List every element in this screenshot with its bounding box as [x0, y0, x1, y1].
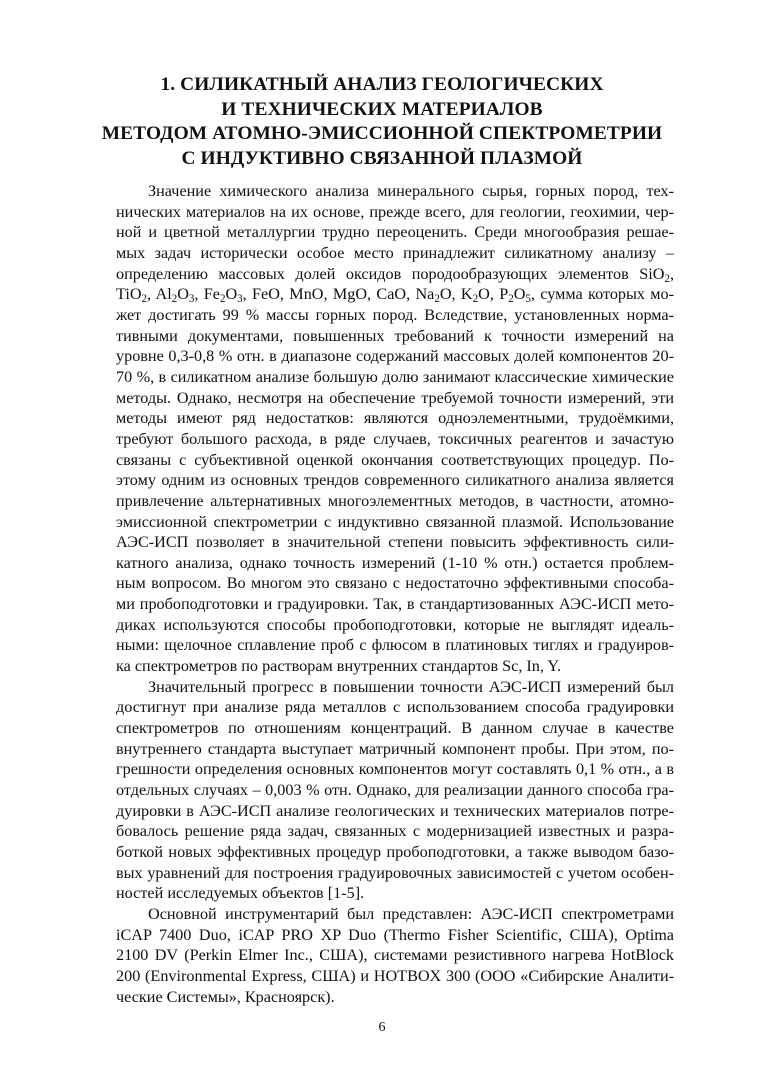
text-line: АЭС-ИСП позволяет в значительной степени повысить эффективность сили-	[116, 533, 674, 552]
text-line: бовалось решение ряда задач, связанных с модернизацией известных и разра-	[116, 822, 674, 841]
text-segment: ,	[451, 285, 461, 304]
text-line: спектрометров по отношениям концентраций. В данном случае в качестве	[116, 719, 674, 738]
text-line: эмиссионной спектрометрии с индуктивно связанной плазмой. Использование	[116, 512, 674, 531]
text-line: катного анализа, однако точность измерений (1-10 % отн.) остается проблем-	[116, 553, 674, 572]
formula: MgO	[332, 285, 368, 304]
formula: O	[478, 285, 490, 304]
text-segment: ,	[242, 285, 253, 304]
formula: MnO	[289, 285, 324, 304]
title-line: С ИНДУКТИВНО СВЯЗАННОЙ ПЛАЗМОЙ	[181, 147, 583, 169]
text-line: Основной инструментарий был представлен: АЭС-ИСП спектрометрами	[148, 904, 674, 923]
text-line: жет достигать 99 % массы горных пород. Вследствие, установленных норма-	[116, 305, 674, 324]
subscript: 3	[188, 293, 195, 306]
text-segment: ,	[194, 285, 204, 304]
text-line: боткой новых эффективных процедур пробоподготовки, а также выводом базо-	[116, 843, 674, 861]
title-line: 1. СИЛИКАТНЫЙ АНАЛИЗ ГЕОЛОГИЧЕСКИХ	[160, 74, 604, 95]
text-line: Значительный прогресс в повышении точности АЭС-ИСП измерений был	[148, 677, 674, 696]
text-line: вых уравнений для построения градуировочных зависимостей с учетом особен-	[116, 863, 674, 882]
formula: Na	[415, 285, 435, 304]
subscript: 2	[472, 293, 479, 306]
text-segment: ,	[489, 285, 500, 304]
subscript: 5	[525, 293, 531, 306]
formula: TiO	[116, 285, 142, 304]
text-segment: ,	[406, 285, 416, 304]
text-line: мых задач исторически особое место принадлежит силикатному анализу –	[116, 243, 674, 262]
subscript: 2	[434, 293, 440, 306]
title-line: МЕТОДОМ АТОМНО-ЭМИССИОННОЙ СПЕКТРОМЕТРИИ	[101, 123, 663, 144]
subscript: 2	[508, 293, 514, 306]
text-segment: ,	[367, 285, 377, 304]
text-segment: ,	[279, 285, 290, 304]
formula: O	[177, 285, 189, 304]
paragraph-2	[116, 677, 674, 904]
text-line: 200 (Environmental Express, США) и HOTBOX 300 (ООО «Сибирские Аналити-	[116, 966, 674, 985]
subscript: 3	[237, 293, 243, 306]
text-line: этому одним из основных трендов современного силикатного анализа является	[116, 471, 674, 490]
text-line: отдельных случаях – 0,003 % отн. Однако, для реализации данного способа гра-	[116, 781, 674, 800]
body-text	[116, 181, 674, 1007]
subscript: 2	[219, 293, 226, 306]
text-segment: ,	[323, 285, 333, 304]
formula: O	[513, 285, 526, 304]
formula: O	[225, 285, 238, 304]
formula: Fe	[203, 285, 220, 304]
text-line: iCAP 7400 Duo, iCAP PRO XP Duo (Thermo Fisher Scientific, США), Optima	[116, 925, 674, 944]
text-line: ческие Системы», Красноярск).	[116, 987, 335, 1006]
text-segment: определению массовых долей оксидов породообразующих элементов SiO	[116, 264, 665, 283]
text-line: 70 %, в силикатном анализе большую долю занимают классические химические	[116, 367, 674, 386]
text-segment: ,	[147, 285, 156, 304]
text-line: уровне 0,3-0,8 % отн. в диапазоне содержаний массовых долей компонентов 20-	[116, 347, 674, 366]
text-line: методы имеют ряд недостатков: являются одноэлементными, трудоёмкими,	[116, 409, 674, 428]
text-line: ными: щелочное сплавление проб с флюсом в платиновых тиглях и градуиров-	[116, 636, 674, 655]
text-line: привлечение альтернативных многоэлементных методов, в частности, атомно-	[116, 491, 674, 510]
text-line: связаны с субъективной оценкой окончания соответствующих процедур. По-	[116, 450, 674, 469]
text-line: ностей исследуемых объектов [1-5].	[116, 884, 365, 903]
text-line: Значение химического анализа минерального сырья, горных пород, тех-	[148, 182, 674, 200]
formula: CaO	[376, 285, 407, 304]
oxide-formula-line	[116, 284, 674, 305]
text-line: внутреннего стандарта выступает матричный компонент пробы. При этом, по-	[116, 739, 674, 758]
title-line: И ТЕХНИЧЕСКИХ МАТЕРИАЛОВ	[221, 98, 543, 120]
text-line: диках используются способы пробоподготовки, которые не выглядят идеаль-	[116, 615, 674, 634]
formula: Al	[155, 285, 172, 304]
text-line: тивными документами, повышенных требований к точности измерений на	[116, 326, 674, 345]
subscript: 2	[664, 272, 670, 285]
text-line: нических материалов на их основе, прежде всего, для геологии, геохимии, чер-	[116, 202, 674, 221]
formula: P	[499, 285, 509, 304]
page-number: 6	[378, 1020, 386, 1035]
text-segment: ,	[530, 285, 541, 304]
text-line: ным вопросом. Во многом это связано с недостаточно эффективными способа-	[116, 574, 674, 593]
paragraph-3	[116, 904, 674, 1007]
text-line: грешности определения основных компонентов могут составлять 0,1 % отн., а в	[116, 760, 674, 779]
subscript: 2	[141, 293, 148, 306]
chapter-title	[60, 73, 704, 171]
subscript: 2	[171, 293, 178, 306]
text-line: дуировки в АЭС-ИСП анализе геологических и технических материалов потре-	[116, 801, 674, 820]
text-segment: ,	[669, 264, 674, 283]
formula: O	[439, 285, 452, 304]
text-line: ка спектрометров по растворам внутренних стандартов Sc, In, Y.	[116, 657, 562, 676]
paragraph-1	[116, 181, 674, 677]
text-line: требуют большого расхода, в ряде случаев, токсичных реагентов и зачастую	[116, 429, 674, 448]
formula: FeO	[252, 285, 280, 304]
text-line: ной и цветной металлургии трудно переоценить. Среди многообразия решае-	[116, 223, 674, 242]
text-line: ми пробоподготовки и градуировки. Так, в стандартизованных АЭС-ИСП мето-	[116, 595, 674, 614]
text-line	[116, 264, 674, 285]
formula: K	[460, 285, 473, 304]
text-line: методы. Однако, несмотря на обеспечение требуемой точности измерений, эти	[116, 388, 674, 407]
text-line: достигнут при анализе ряда металлов с использованием способа градуировки	[116, 698, 674, 717]
text-segment: сумма которых мо-	[540, 285, 675, 304]
text-line: 2100 DV (Perkin Elmer Inc., США), системами резистивного нагрева HotBlock	[116, 946, 674, 965]
